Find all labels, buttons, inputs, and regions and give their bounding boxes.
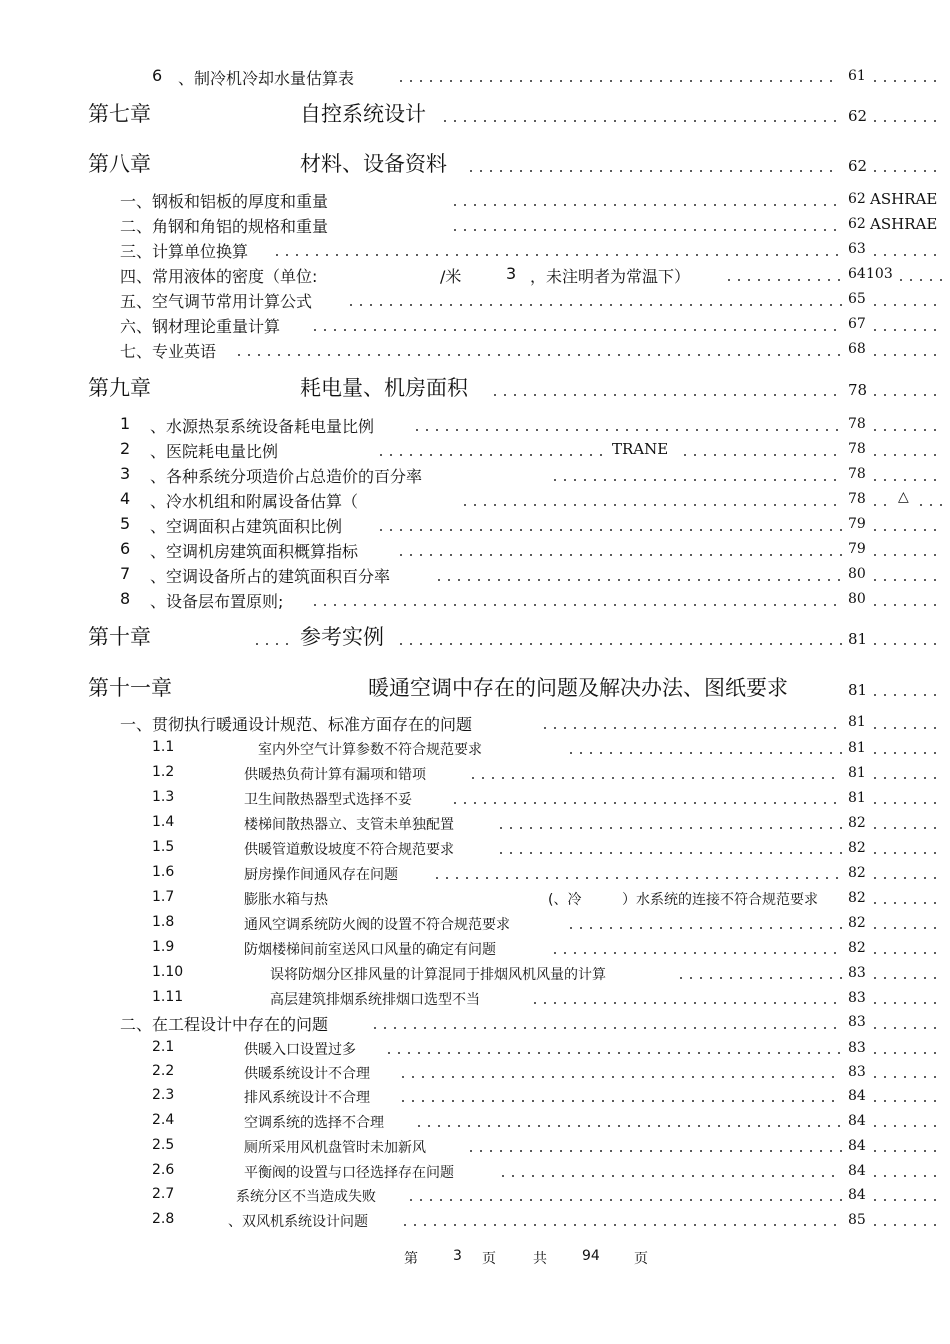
toc-entry-number: 1.4	[152, 814, 175, 830]
toc-entry-title: 高层建筑排烟系统排烟口选型不当	[270, 992, 480, 1008]
leader-dots	[870, 902, 944, 904]
leader-dots	[870, 1076, 944, 1078]
toc-page-number: 81	[848, 630, 868, 648]
leader-dots	[870, 504, 894, 506]
toc-section-title: 一、贯彻执行暖通设计规范、标准方面存在的问题	[120, 715, 473, 734]
leader-dots	[870, 604, 944, 606]
toc-entry-number: 2.4	[152, 1112, 175, 1128]
leader-dots	[870, 643, 944, 645]
toc-entry-number: 4	[120, 489, 131, 508]
toc-page-number: 80	[848, 591, 866, 607]
toc-annotation: TRANE	[612, 440, 669, 458]
toc-entry-number: 1.7	[152, 889, 175, 905]
chapter-number: 第十一章	[88, 676, 172, 700]
toc-entry-number: 1.3	[152, 789, 175, 805]
leader-dots	[870, 777, 944, 779]
leader-dots	[870, 1175, 944, 1177]
footer-ye2: 页	[634, 1251, 648, 1267]
toc-page-number: 84	[848, 1138, 866, 1154]
toc-page-number: 81	[848, 790, 866, 806]
leader-dots	[870, 877, 944, 879]
toc-page-number: 81	[848, 681, 868, 699]
leader-dots	[870, 1052, 944, 1054]
toc-entry-title: 膨胀水箱与热	[244, 892, 328, 908]
toc-page-number: 78	[848, 441, 866, 457]
toc-entry-title: 、双风机系统设计问题	[228, 1214, 368, 1230]
toc-entry-title: 平衡阀的设置与口径选择存在问题	[244, 1165, 454, 1181]
toc-page-number: 79	[848, 541, 866, 557]
leader-dots	[466, 170, 840, 172]
toc-annotation: ASHRAE	[870, 215, 938, 233]
toc-page-number: 79	[848, 516, 866, 532]
toc-annotation: 103	[866, 266, 893, 282]
toc-page-number: 83	[848, 965, 866, 981]
leader-dots	[870, 952, 944, 954]
leader-dots	[870, 354, 944, 356]
leader-dots	[870, 80, 944, 82]
leader-dots	[396, 554, 842, 556]
toc-entry-title: 、水源热泵系统设备耗电量比例	[150, 417, 375, 436]
leader-dots	[870, 394, 944, 396]
leader-dots	[870, 827, 944, 829]
toc-entry-title: 五、空气调节常用计算公式	[120, 292, 313, 311]
leader-dots	[412, 429, 842, 431]
leader-dots	[376, 529, 842, 531]
leader-dots	[870, 579, 944, 581]
leader-dots	[870, 1199, 944, 1201]
toc-entry-number: 1.10	[152, 964, 184, 980]
toc-entry-number: 1	[120, 414, 131, 433]
toc-page-number: 62	[848, 216, 866, 232]
leader-dots	[252, 643, 296, 645]
toc-page-number: 80	[848, 566, 866, 582]
leader-dots	[724, 279, 842, 281]
leader-dots	[870, 254, 944, 256]
toc-entry-number: 2.3	[152, 1087, 175, 1103]
toc-entry-number: 3	[120, 464, 131, 483]
toc-entry-number: 1.2	[152, 764, 175, 780]
leader-dots	[870, 1027, 944, 1029]
leader-dots	[434, 579, 842, 581]
leader-dots	[432, 877, 842, 879]
toc-entry-title: 空调系统的选择不合理	[244, 1115, 384, 1131]
toc-entry-title: 卫生间散热器型式选择不妥	[244, 792, 412, 808]
leader-dots	[398, 1076, 842, 1078]
toc-page-number: 83	[848, 1014, 866, 1030]
chapter-number: 第七章	[88, 102, 151, 126]
toc-entry-title: 供暖系统设计不合理	[244, 1066, 370, 1082]
toc-entry-number: 2.8	[152, 1211, 175, 1227]
leader-dots	[496, 827, 842, 829]
leader-dots	[870, 1150, 944, 1152]
toc-section-title: 二、在工程设计中存在的问题	[120, 1015, 329, 1034]
toc-entry-title: 厨房操作间通风存在问题	[244, 867, 398, 883]
footer-di: 第	[404, 1251, 418, 1267]
toc-page-number: 67	[848, 316, 866, 332]
toc-entry-title-middle: (、冷	[548, 892, 582, 908]
toc-page-number: 83	[848, 1040, 866, 1056]
leader-dots	[676, 977, 842, 979]
chapter-title: 自控系统设计	[300, 102, 426, 126]
leader-dots	[310, 604, 842, 606]
toc-entry-title: 供暖热负荷计算有漏项和错项	[244, 767, 426, 783]
leader-dots	[870, 802, 944, 804]
leader-dots	[870, 529, 944, 531]
triangle-icon: △	[898, 489, 909, 505]
toc-entry-title: 三、计算单位换算	[120, 242, 249, 261]
toc-page-number: 78	[848, 466, 866, 482]
toc-page-number: 82	[848, 865, 866, 881]
leader-dots	[870, 852, 944, 854]
toc-page-number: 62	[848, 191, 866, 207]
toc-entry-number: 2	[120, 439, 131, 458]
footer-ye: 页	[482, 1251, 496, 1267]
leader-dots	[450, 229, 842, 231]
toc-page-number: 85	[848, 1212, 866, 1228]
chapter-title: 暖通空调中存在的问题及解决办法、图纸要求	[368, 676, 788, 700]
toc-entry-title: 一、钢板和铝板的厚度和重量	[120, 192, 329, 211]
toc-page-number: 82	[848, 940, 866, 956]
toc-entry-number: 2.1	[152, 1039, 175, 1055]
leader-dots	[414, 1125, 842, 1127]
toc-page-number: 78	[848, 416, 866, 432]
leader-dots	[870, 1100, 944, 1102]
leader-dots	[398, 1100, 842, 1102]
leader-dots	[680, 454, 842, 456]
chapter-number: 第九章	[88, 376, 151, 400]
chapter-number: 第八章	[88, 152, 151, 176]
leader-dots	[566, 752, 842, 754]
leader-dots	[450, 204, 842, 206]
toc-page-number: 84	[848, 1163, 866, 1179]
toc-page-number: 78	[848, 491, 866, 507]
toc-entry-title: 、空调面积占建筑面积比例	[150, 517, 343, 536]
toc-annotation: ASHRAE	[870, 190, 938, 208]
toc-entry-title: 二、角钢和角铝的规格和重量	[120, 217, 329, 236]
toc-page-number: 68	[848, 341, 866, 357]
leader-dots	[870, 1002, 944, 1004]
toc-entry-title: 、医院耗电量比例	[150, 442, 279, 461]
chapter-title: 耗电量、机房面积	[300, 376, 468, 400]
leader-dots	[384, 1052, 842, 1054]
chapter-number: 第十章	[88, 625, 151, 649]
toc-page-number: 82	[848, 890, 866, 906]
toc-page-number: 82	[848, 840, 866, 856]
toc-page-number: 83	[848, 1064, 866, 1080]
toc-entry-title: 供暖入口设置过多	[244, 1042, 356, 1058]
footer-current-page: 3	[453, 1248, 462, 1264]
leader-dots	[870, 727, 944, 729]
toc-entry-number: 2.2	[152, 1063, 175, 1079]
toc-page-number: 62	[848, 157, 868, 175]
toc-entry-title: 、冷水机组和附属设备估算（	[150, 492, 359, 511]
toc-entry-title: 、空调设备所占的建筑面积百分率	[150, 567, 391, 586]
leader-dots	[870, 329, 944, 331]
toc-entry-title-tail: ）水系统的连接不符合规范要求	[622, 892, 818, 908]
toc-entry-number: 2.5	[152, 1137, 175, 1153]
toc-entry-number: 8	[120, 589, 131, 608]
toc-entry-number: 1.1	[152, 739, 175, 755]
toc-entry-title: 厕所采用风机盘管时未加新风	[244, 1140, 426, 1156]
toc-entry-number: 1.8	[152, 914, 175, 930]
toc-entry-title: 室内外空气计算参数不符合规范要求	[258, 742, 482, 758]
leader-dots	[870, 977, 944, 979]
toc-page-number: 83	[848, 990, 866, 1006]
leader-dots	[870, 454, 944, 456]
leader-dots	[896, 279, 944, 281]
chapter-title: 材料、设备资料	[300, 152, 447, 176]
toc-entry-title: 、制冷机冷却水量估算表	[178, 69, 355, 88]
leader-dots	[406, 1199, 842, 1201]
toc-entry-number: 2.6	[152, 1162, 175, 1178]
chapter-title: 参考实例	[300, 625, 384, 649]
toc-entry-unit: /米	[440, 267, 462, 286]
toc-entry-number: 6	[120, 539, 131, 558]
leader-dots	[870, 554, 944, 556]
toc-page-number: 82	[848, 915, 866, 931]
footer-gong: 共	[533, 1251, 547, 1267]
leader-dots	[916, 504, 944, 506]
leader-dots	[496, 852, 842, 854]
leader-dots	[870, 304, 944, 306]
leader-dots	[550, 952, 842, 954]
leader-dots	[870, 429, 944, 431]
toc-entry-title-tail: ，未注明者为常温下）	[530, 267, 691, 286]
toc-page-number: 78	[848, 381, 868, 399]
toc-page-number: 62	[848, 107, 868, 125]
toc-entry-number: 2.7	[152, 1186, 175, 1202]
leader-dots	[870, 170, 944, 172]
toc-entry-number: 6	[152, 66, 163, 85]
toc-page-number: 64	[848, 266, 866, 282]
leader-dots	[466, 1150, 842, 1152]
toc-entry-title: 防烟楼梯间前室送风口风量的确定有问题	[244, 942, 496, 958]
leader-dots	[234, 354, 842, 356]
toc-entry-number: 1.5	[152, 839, 175, 855]
toc-page-number: 65	[848, 291, 866, 307]
toc-entry-title: 排风系统设计不合理	[244, 1090, 370, 1106]
toc-entry-title: 楼梯间散热器立、支管未单独配置	[244, 817, 454, 833]
toc-page-number: 63	[848, 241, 866, 257]
leader-dots	[460, 504, 842, 506]
toc-entry-number: 1.6	[152, 864, 175, 880]
toc-page-number: 81	[848, 740, 866, 756]
leader-dots	[498, 1175, 842, 1177]
toc-entry-title: 、设备层布置原则;	[150, 592, 284, 611]
leader-dots	[310, 329, 842, 331]
leader-dots	[870, 1125, 944, 1127]
toc-entry-number: 7	[120, 564, 131, 583]
toc-entry-title: 通风空调系统防火阀的设置不符合规范要求	[244, 917, 510, 933]
leader-dots	[870, 752, 944, 754]
toc-page-number: 81	[848, 765, 866, 781]
leader-dots	[870, 479, 944, 481]
leader-dots	[272, 254, 842, 256]
toc-page-number: 84	[848, 1187, 866, 1203]
leader-dots	[376, 454, 602, 456]
leader-dots	[566, 927, 842, 929]
toc-entry-title: 误将防烟分区排风量的计算混同于排烟风机风量的计算	[270, 967, 606, 983]
leader-dots	[396, 643, 842, 645]
toc-page-number: 84	[848, 1113, 866, 1129]
toc-entry-title: 供暖管道敷设坡度不符合规范要求	[244, 842, 454, 858]
toc-page-number: 84	[848, 1088, 866, 1104]
leader-dots	[450, 802, 842, 804]
toc-entry-title: 七、专业英语	[120, 342, 217, 361]
leader-dots	[550, 479, 842, 481]
leader-dots	[396, 80, 840, 82]
toc-entry-title: 系统分区不当造成失败	[236, 1189, 376, 1205]
toc-entry-title: 、空调机房建筑面积概算指标	[150, 542, 359, 561]
toc-page-number: 61	[848, 68, 866, 84]
leader-dots	[530, 1002, 842, 1004]
leader-dots	[440, 120, 840, 122]
leader-dots	[870, 120, 944, 122]
leader-dots	[540, 727, 842, 729]
toc-entry-title: 四、常用液体的密度（单位:	[120, 267, 318, 286]
leader-dots	[490, 394, 842, 396]
leader-dots	[400, 1224, 842, 1226]
toc-entry-number: 1.9	[152, 939, 175, 955]
toc-entry-number: 1.11	[152, 989, 184, 1005]
toc-entry-number: 5	[120, 514, 131, 533]
toc-entry-title: 六、钢材理论重量计算	[120, 317, 281, 336]
toc-page-number: 81	[848, 714, 866, 730]
toc-entry-title: 、各种系统分项造价占总造价的百分率	[150, 467, 423, 486]
leader-dots	[870, 927, 944, 929]
leader-dots	[468, 777, 842, 779]
leader-dots	[370, 1027, 842, 1029]
toc-page-number: 82	[848, 815, 866, 831]
leader-dots	[870, 1224, 944, 1226]
toc-entry-exponent: 3	[506, 264, 517, 283]
footer-total-pages: 94	[582, 1248, 600, 1264]
leader-dots	[346, 304, 842, 306]
leader-dots	[870, 694, 944, 696]
